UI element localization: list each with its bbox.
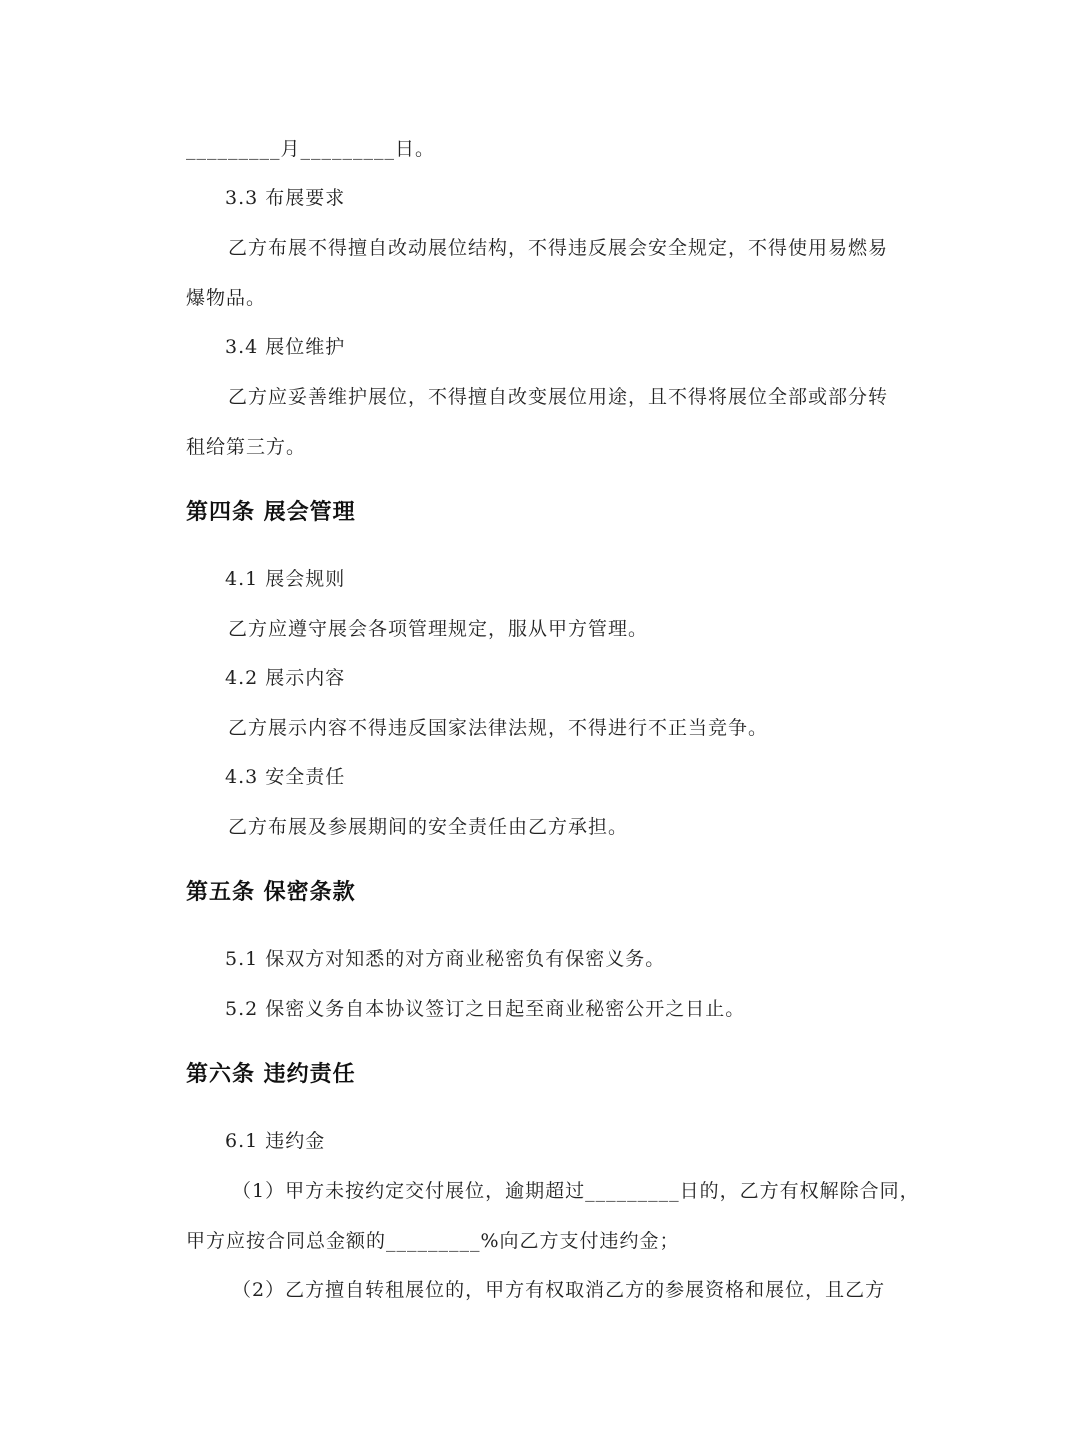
- clause-6-1-item-1-line-2: 甲方应按合同总金额的_________%向乙方支付违约金；: [186, 1230, 680, 1252]
- clause-5-1-text: 5.1 保双方对知悉的对方商业秘密负有保密义务。: [225, 948, 666, 970]
- clause-4-2-title: 4.2 展示内容: [225, 667, 346, 689]
- clause-4-3-title: 4.3 安全责任: [225, 766, 346, 788]
- clause-6-1-item-1-line-1: （1）甲方未按约定交付展位，逾期超过_________日的，乙方有权解除合同，: [232, 1180, 920, 1202]
- article-5-heading: 第五条 保密条款: [186, 880, 356, 905]
- clause-4-3-text: 乙方布展及参展期间的安全责任由乙方承担。: [228, 816, 629, 838]
- clause-3-3-title: 3.3 布展要求: [225, 187, 346, 209]
- article-4-heading: 第四条 展会管理: [186, 500, 356, 525]
- clause-4-1-text: 乙方应遵守展会各项管理规定，服从甲方管理。: [228, 618, 649, 640]
- clause-3-4-title: 3.4 展位维护: [225, 336, 346, 358]
- article-6-heading: 第六条 违约责任: [186, 1062, 356, 1087]
- date-blank-line: _________月_________日。: [186, 138, 436, 160]
- clause-4-2-text: 乙方展示内容不得违反国家法律法规，不得进行不正当竞争。: [228, 717, 769, 739]
- clause-3-4-text-line-2: 租给第三方。: [186, 436, 307, 458]
- clause-3-4-text-line-1: 乙方应妥善维护展位，不得擅自改变展位用途，且不得将展位全部或部分转: [228, 386, 889, 408]
- clause-6-1-item-2-line-1: （2）乙方擅自转租展位的，甲方有权取消乙方的参展资格和展位，且乙方: [232, 1279, 886, 1301]
- clause-3-3-text-line-2: 爆物品。: [186, 287, 267, 309]
- clause-5-2-text: 5.2 保密义务自本协议签订之日起至商业秘密公开之日止。: [225, 998, 746, 1020]
- clause-4-1-title: 4.1 展会规则: [225, 568, 346, 590]
- clause-6-1-title: 6.1 违约金: [225, 1130, 326, 1152]
- clause-3-3-text-line-1: 乙方布展不得擅自改动展位结构，不得违反展会安全规定，不得使用易燃易: [228, 237, 889, 259]
